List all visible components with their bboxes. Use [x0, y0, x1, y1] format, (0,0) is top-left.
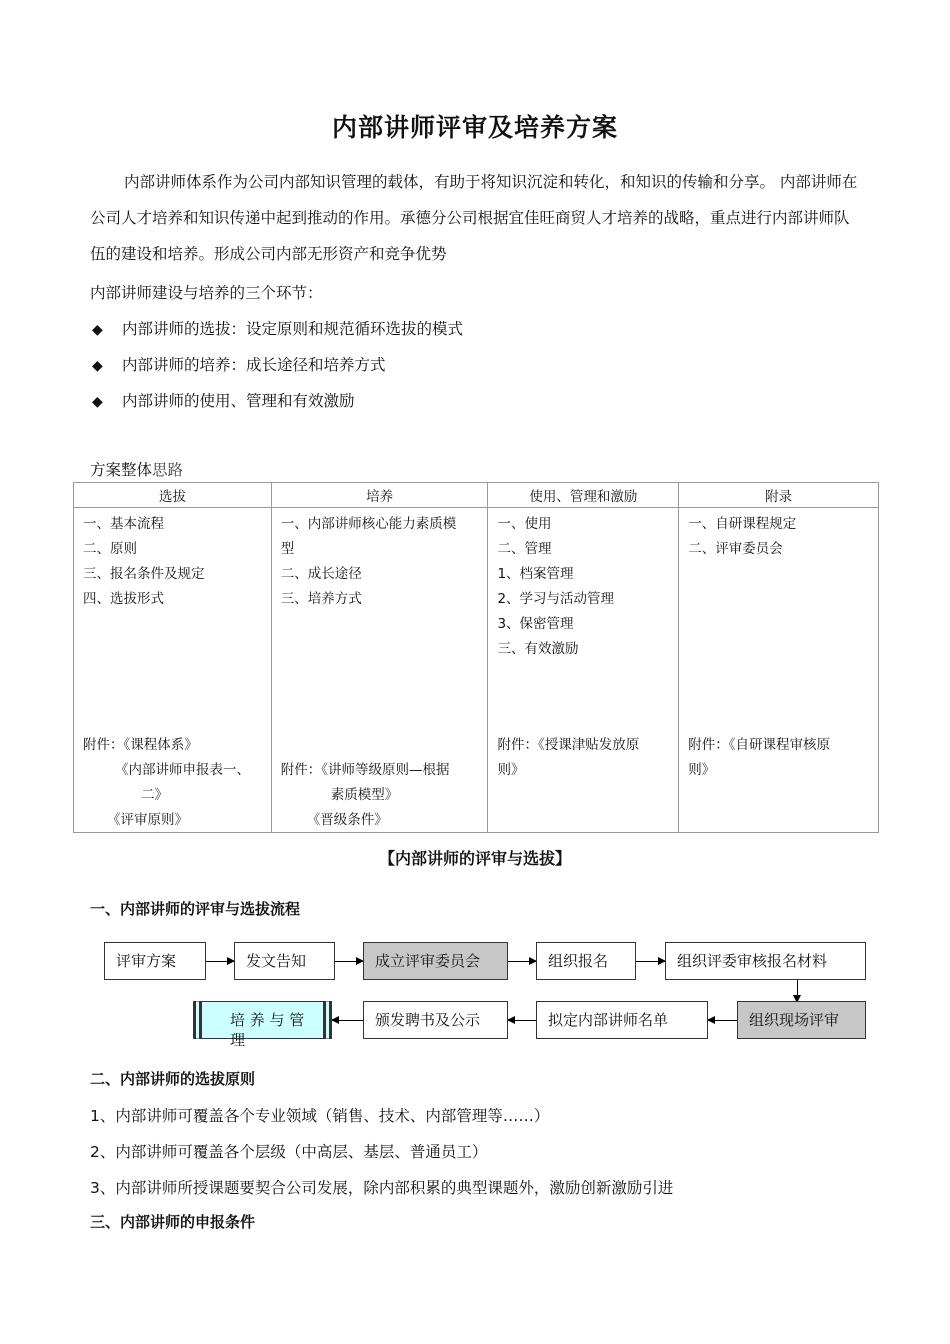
selection-cell	[74, 508, 272, 833]
flow-step-box: 组织评委审核报名材料	[665, 942, 866, 980]
flow-step-box: 发文告知	[234, 942, 335, 980]
attachment-line: 则》	[497, 762, 525, 778]
attachment-line: 二》	[141, 787, 168, 803]
bullet-text: 内部讲师的培养：成长途径和培养方式	[122, 356, 386, 374]
list-item: 四、选拔形式	[83, 591, 164, 607]
list-item: 型	[280, 541, 295, 557]
list-item: 一、基本流程	[83, 516, 164, 532]
principle-item: 1、内部讲师可覆盖各个专业领域（销售、技术、内部管理等……）	[90, 1107, 550, 1125]
flow-step-box: 组织现场评审	[737, 1001, 866, 1039]
attachment-line: 《评审原则》	[107, 812, 188, 828]
diamond-bullet-icon: ◆	[92, 322, 103, 338]
table-header-row	[74, 483, 879, 508]
heading-conditions: 三、内部讲师的申报条件	[90, 1213, 256, 1231]
down-arrow-icon	[797, 980, 798, 1002]
list-item: 二、原则	[83, 541, 137, 557]
list-item: 二、管理	[497, 541, 552, 557]
attachment-line: 附件：《讲师等级原则—根据	[280, 762, 450, 778]
flow-step-box: 组织报名	[536, 942, 636, 980]
heading-process: 一、内部讲师的评审与选拔流程	[90, 900, 301, 918]
principle-item: 2、内部讲师可覆盖各个层级（中高层、基层、普通员工）	[90, 1143, 488, 1161]
list-item: 三、培养方式	[280, 591, 362, 607]
plan-caption	[90, 458, 183, 480]
bullet-text: 内部讲师的使用、管理和有效激励	[122, 392, 355, 410]
list-item: 1、档案管理	[497, 566, 574, 582]
header-cell: 使用、管理和激励	[488, 483, 679, 508]
list-item: 2、学习与活动管理	[497, 591, 615, 607]
attachment-line: 《内部讲师申报表一、	[115, 762, 250, 778]
right-arrow-icon	[636, 961, 665, 962]
attachment-list	[497, 733, 670, 783]
attachment-line: 附件：《授课津贴发放原	[497, 737, 640, 753]
attachment-line: 《晋级条件》	[306, 812, 388, 828]
header-cell: 附录	[679, 483, 879, 508]
attachment-list	[83, 733, 263, 833]
bullet-item	[92, 317, 463, 339]
principle-item: 3、内部讲师所授课题要契合公司发展，除内部积累的典型课题外，激励创新激励引进	[90, 1179, 674, 1197]
document-title: 内部讲师评审及培养方案	[331, 113, 618, 142]
bullet-item	[92, 353, 386, 375]
heading-principles: 二、内部讲师的选拔原则	[90, 1070, 256, 1088]
header-cell: 选拔	[74, 483, 272, 508]
right-arrow-icon	[508, 961, 536, 962]
section-title: 【内部讲师的评审与选拔】	[378, 849, 571, 868]
attachment-list	[281, 758, 480, 833]
list-item: 三、报名条件及规定	[83, 566, 205, 582]
table-row	[74, 508, 879, 833]
caption-tail: 思路	[152, 461, 184, 479]
diamond-bullet-icon: ◆	[92, 394, 103, 410]
flow-step-box: 颁发聘书及公示	[363, 1001, 508, 1039]
three-links-intro: 内部讲师建设与培养的三个环节：	[90, 284, 323, 302]
bullet-text: 内部讲师的选拔：设定原则和规范循环选拔的模式	[122, 320, 464, 338]
attachment-list	[688, 733, 870, 783]
list-item: 二、评审委员会	[688, 541, 783, 557]
attachment-line: 则》	[688, 762, 716, 778]
list-item: 一、自研课程规定	[688, 516, 797, 532]
header-cell: 培养	[271, 483, 488, 508]
flow-step-box: 培 养 与 管 理	[193, 1001, 332, 1039]
plan-overview-table	[73, 482, 879, 833]
right-arrow-icon	[206, 961, 234, 962]
list-item: 一、内部讲师核心能力素质模	[280, 516, 457, 532]
left-arrow-icon	[332, 1020, 363, 1021]
attachment-line: 附件：《课程体系》	[83, 737, 198, 753]
flow-step-box: 拟定内部讲师名单	[536, 1001, 708, 1039]
bullet-item	[92, 389, 355, 411]
attachment-line: 附件：《自研课程审核原	[688, 737, 830, 753]
caption-main: 方案整体	[90, 461, 153, 479]
flow-step-box: 成立评审委员会	[363, 942, 508, 980]
list-item: 二、成长途径	[280, 566, 362, 582]
left-arrow-icon	[508, 1020, 536, 1021]
flow-step-box: 评审方案	[104, 942, 206, 980]
right-arrow-icon	[335, 961, 363, 962]
list-item: 三、有效激励	[497, 641, 579, 657]
cultivation-cell	[271, 508, 488, 833]
list-item: 一、使用	[497, 516, 552, 532]
intro-paragraph: 内部讲师体系作为公司内部知识管理的载体，有助于将知识沉淀和转化，和知识的传输和分享。 内部讲师在公司人才培养和知识传递中起到推动的作用。承德分公司根据宜佳旺商贸人才培养的战略，重点进行内部讲师队伍的建设和培养。形成公司内部无形资产和竞争优势	[90, 173, 858, 263]
appendix-cell	[679, 508, 879, 833]
list-item: 3、保密管理	[497, 616, 574, 632]
left-arrow-icon	[708, 1020, 737, 1021]
attachment-line: 素质模型》	[330, 787, 399, 803]
diamond-bullet-icon: ◆	[92, 358, 103, 374]
usage-cell	[488, 508, 679, 833]
